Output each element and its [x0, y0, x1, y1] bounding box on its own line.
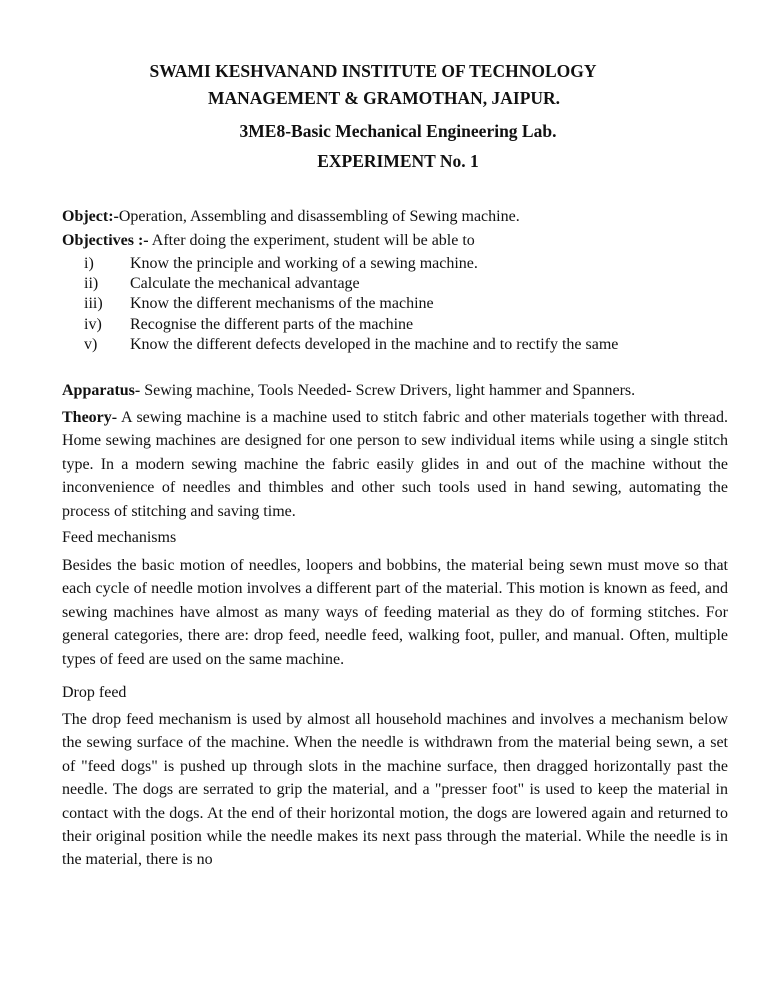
objective-number: i) — [84, 255, 94, 272]
object-label: Object:- — [62, 208, 119, 225]
objective-number: ii) — [84, 275, 99, 292]
feed-paragraph: Besides the basic motion of needles, loopers and bobbins, the material being sewn must move so that each cycle of needle motion involves a different part of the material. This motion is known as feed, and sewing machines have almost as many ways of feeding material as they do of forming stitches. For general categories, there are: drop feed, needle feed, walking foot, puller, and manual. Often, multiple types of feed are used on the same machine. — [62, 557, 728, 668]
objective-number: iii) — [84, 295, 103, 312]
drop-feed-paragraph: The drop feed mechanism is used by almost all household machines and involves a mechanism below the sewing surface of the machine. When the needle is withdrawn from the material being sewn, a set of "feed dogs" is pushed up through slots in the machine surface, then dragged horizontally past the needle. The dogs are serrated to grip the material, and a "presser foot" is used to keep the material in contact with the dogs. At the end of their horizontal motion, the dogs are lowered again and returned to their original position while the needle makes its next pass through the material. While the needle is in the material, there is no — [62, 711, 728, 869]
institute-name-line2: MANAGEMENT & GRAMOTHAN, JAIPUR. — [207, 88, 561, 108]
objective-text: Recognise the different parts of the machine — [130, 316, 414, 333]
objective-text: Calculate the mechanical advantage — [130, 275, 360, 292]
apparatus-text: Sewing machine, Tools Needed- Screw Drivers, light hammer and Spanners. — [140, 382, 636, 399]
objectives-intro: After doing the experiment, student will be able to — [148, 232, 475, 249]
drop-feed-heading: Drop feed — [62, 684, 127, 701]
objective-text: Know the different defects developed in the machine and to rectify the same — [130, 336, 619, 353]
institute-name-line1: SWAMI KESHVANAND INSTITUTE OF TECHNOLOGY — [149, 61, 597, 81]
objective-text: Know the principle and working of a sewing machine. — [130, 255, 478, 272]
objectives-line — [62, 231, 475, 251]
feed-heading: Feed mechanisms — [62, 529, 177, 546]
course-title: 3ME8-Basic Mechanical Engineering Lab. — [239, 121, 557, 141]
objectives-label: Objectives :- — [62, 232, 149, 249]
theory-text: A sewing machine is a machine used to stitch fabric and other materials together with thread. Home sewing machines are designed for one person to sew individual items while using a single stitch type. In a modern sewing machine the fabric easily glides in and out of the machine without the inconvenience of needles and thimbles and other such tools used in hand sewing, automating the process of stitching and saving time. — [62, 409, 728, 520]
theory-label: Theory- — [62, 409, 118, 426]
theory-paragraph — [62, 406, 728, 523]
object-text: Operation, Assembling and disassembling of Sewing machine. — [118, 208, 520, 225]
experiment-title: EXPERIMENT No. 1 — [317, 151, 479, 171]
apparatus-label: Apparatus- — [62, 382, 141, 399]
objective-text: Know the different mechanisms of the machine — [130, 295, 434, 312]
apparatus-line — [62, 381, 635, 401]
objective-number: v) — [84, 336, 98, 353]
object-line — [62, 207, 520, 227]
objective-number: iv) — [84, 316, 102, 333]
